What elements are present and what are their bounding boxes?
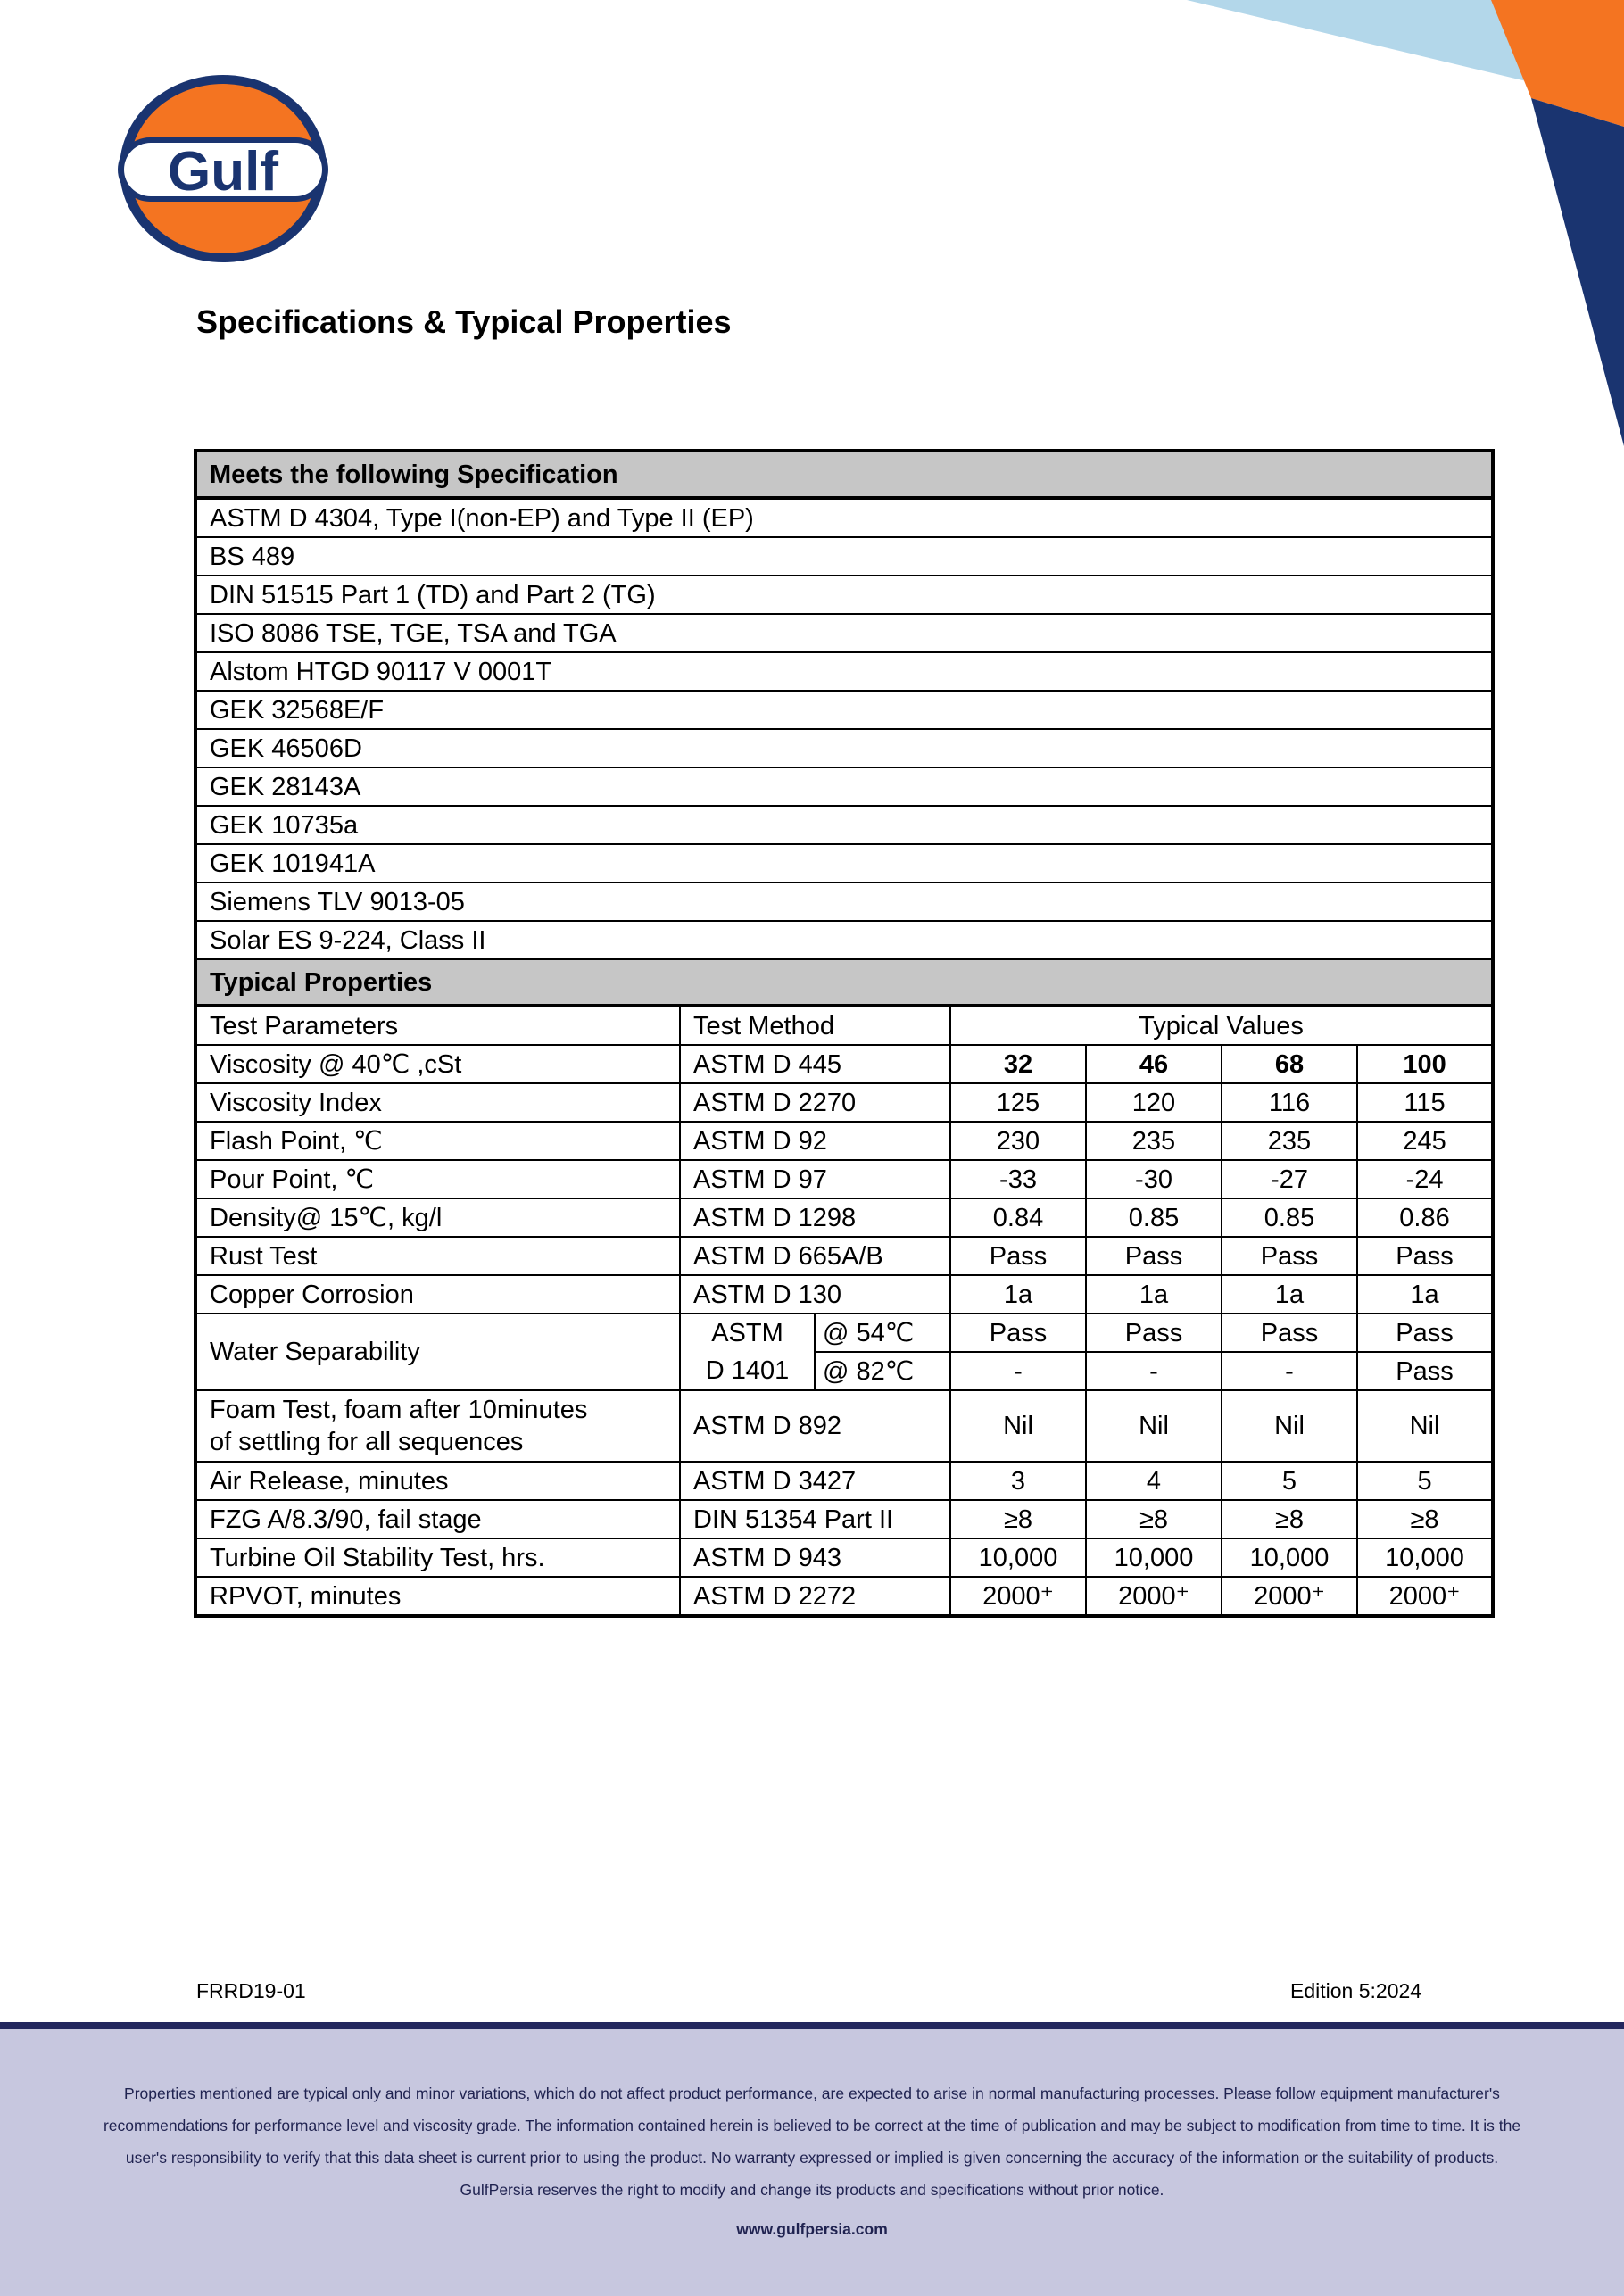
param-cell: Viscosity Index [195,1083,680,1122]
spec-row [195,614,1493,652]
param-cell: Turbine Oil Stability Test, hrs. [195,1538,680,1577]
param-cell: Air Release, minutes [195,1462,680,1500]
corner-decoration [1160,0,1624,464]
value-cell: Nil [1086,1390,1222,1462]
value-cell: - [950,1352,1086,1390]
temperature-cell: @ 54℃ [815,1314,950,1352]
spec-row [195,691,1493,729]
value-cell: 68 [1222,1045,1357,1083]
param-cell: Copper Corrosion [195,1275,680,1314]
value-cell: ≥8 [1222,1500,1357,1538]
table-row [195,1083,1493,1122]
navy-stripe [1531,98,1624,446]
value-cell: Nil [1357,1390,1493,1462]
value-cell: 2000⁺ [1086,1577,1222,1616]
col-header-method: Test Method [680,1006,950,1045]
value-cell: 5 [1357,1462,1493,1500]
logo-text: Gulf [168,141,278,203]
disclaimer-line: GulfPersia reserves the right to modify and change its products and specifications without prior notice. [460,2181,1164,2199]
value-cell: 46 [1086,1045,1222,1083]
table-row [195,1538,1493,1577]
method-cell: ASTM D 1298 [680,1198,950,1237]
value-cell: 116 [1222,1083,1357,1122]
value-cell: 1a [1222,1275,1357,1314]
page-title: Specifications & Typical Properties [196,303,732,340]
method-cell: D 1401 [680,1352,815,1390]
spec-item: ISO 8086 TSE, TGE, TSA and TGA [195,614,1493,652]
spec-row [195,576,1493,614]
table-row [195,1462,1493,1500]
value-cell: 10,000 [1222,1538,1357,1577]
spec-row [195,883,1493,921]
table-row [195,1237,1493,1275]
method-cell: ASTM D 97 [680,1160,950,1198]
value-cell: 2000⁺ [950,1577,1086,1616]
spec-header: Meets the following Specification [195,451,1493,498]
param-cell: RPVOT, minutes [195,1577,680,1616]
value-cell: -30 [1086,1160,1222,1198]
value-cell: 120 [1086,1083,1222,1122]
spec-row [195,652,1493,691]
param-cell: Water Separability [195,1314,680,1390]
value-cell: Pass [1086,1237,1222,1275]
water-separability-row [195,1314,1493,1352]
typical-header-row [195,959,1493,1006]
value-cell: -24 [1357,1160,1493,1198]
value-cell: 10,000 [950,1538,1086,1577]
method-cell: ASTM D 445 [680,1045,950,1083]
method-cell: ASTM D 2270 [680,1083,950,1122]
method-cell: ASTM D 2272 [680,1577,950,1616]
table-row [195,1045,1493,1083]
temperature-cell: @ 82℃ [815,1352,950,1390]
method-cell: ASTM D 92 [680,1122,950,1160]
value-cell: 10,000 [1086,1538,1222,1577]
value-cell: - [1086,1352,1222,1390]
value-cell: 1a [950,1275,1086,1314]
spec-row [195,498,1493,537]
method-cell: ASTM D 943 [680,1538,950,1577]
spec-row [195,729,1493,767]
value-cell: 32 [950,1045,1086,1083]
col-header-values: Typical Values [950,1006,1493,1045]
spec-item: Alstom HTGD 90117 V 0001T [195,652,1493,691]
spec-item: GEK 28143A [195,767,1493,806]
value-cell: 125 [950,1083,1086,1122]
value-cell: Pass [1357,1237,1493,1275]
param-cell: Flash Point, ℃ [195,1122,680,1160]
disclaimer [62,2077,1562,2206]
table-row [195,1275,1493,1314]
value-cell: 235 [1086,1122,1222,1160]
value-cell: 4 [1086,1462,1222,1500]
method-cell: ASTM D 665A/B [680,1237,950,1275]
disclaimer-line: user's responsibility to verify that this data sheet is current prior to using the product. No warranty expressed or implied is given concerning the accuracy of the information or the suitability of products. [125,2149,1499,2167]
value-cell: Pass [1222,1237,1357,1275]
value-cell: 1a [1086,1275,1222,1314]
value-cell: - [1222,1352,1357,1390]
value-cell: 2000⁺ [1222,1577,1357,1616]
disclaimer-line: Properties mentioned are typical only and minor variations, which do not affect product performance, are expected to arise in normal manufacturing processes. Please follow equipment manufacturer's [124,2085,1500,2102]
value-cell: Nil [950,1390,1086,1462]
spec-item: DIN 51515 Part 1 (TD) and Part 2 (TG) [195,576,1493,614]
table-row [195,1577,1493,1616]
spec-item: Solar ES 9-224, Class II [195,921,1493,959]
value-cell: ≥8 [950,1500,1086,1538]
param-cell: Viscosity @ 40℃ ,cSt [195,1045,680,1083]
value-cell: 2000⁺ [1357,1577,1493,1616]
spec-item: GEK 32568E/F [195,691,1493,729]
param-cell: Density@ 15℃, kg/l [195,1198,680,1237]
value-cell: 0.84 [950,1198,1086,1237]
spec-item: GEK 101941A [195,844,1493,883]
disclaimer-line: recommendations for performance level and viscosity grade. The information contained herein is believed to be correct at the time of publication and may be subject to modification from time to time. It is the [103,2117,1521,2134]
table-row [195,1198,1493,1237]
value-cell: Pass [1086,1314,1222,1352]
value-cell: Pass [1357,1314,1493,1352]
spec-row [195,537,1493,576]
value-cell: 115 [1357,1083,1493,1122]
param-cell [195,1390,680,1462]
param-cell: Pour Point, ℃ [195,1160,680,1198]
value-cell: 235 [1222,1122,1357,1160]
value-cell: 5 [1222,1462,1357,1500]
spec-item: Siemens TLV 9013-05 [195,883,1493,921]
spec-table [194,449,1495,1618]
value-cell: ≥8 [1357,1500,1493,1538]
param-line: of settling for all sequences [210,1428,524,1456]
col-header-params: Test Parameters [195,1006,680,1045]
value-cell: -33 [950,1160,1086,1198]
spec-item: GEK 10735a [195,806,1493,844]
spec-header-row [195,451,1493,498]
value-cell: 230 [950,1122,1086,1160]
value-cell: 3 [950,1462,1086,1500]
value-cell: 100 [1357,1045,1493,1083]
method-cell: ASTM [680,1314,815,1352]
website-link[interactable]: www.gulfpersia.com [736,2220,888,2238]
typical-header: Typical Properties [195,959,1493,1006]
value-cell: Pass [950,1237,1086,1275]
spec-row [195,844,1493,883]
gulf-logo [118,73,328,264]
table-row [195,1500,1493,1538]
spec-item: ASTM D 4304, Type I(non-EP) and Type II (EP) [195,498,1493,537]
column-header-row [195,1006,1493,1045]
value-cell: Nil [1222,1390,1357,1462]
value-cell: 0.86 [1357,1198,1493,1237]
param-cell: Rust Test [195,1237,680,1275]
table-row [195,1160,1493,1198]
value-cell: Pass [1222,1314,1357,1352]
value-cell: 0.85 [1086,1198,1222,1237]
method-cell: ASTM D 892 [680,1390,950,1462]
table-row [195,1122,1493,1160]
value-cell: Pass [1357,1352,1493,1390]
method-cell: DIN 51354 Part II [680,1500,950,1538]
spec-item: GEK 46506D [195,729,1493,767]
spec-row [195,806,1493,844]
document-code: FRRD19-01 [196,1979,306,2002]
spec-row [195,921,1493,959]
param-cell: FZG A/8.3/90, fail stage [195,1500,680,1538]
footer-divider [0,2022,1624,2029]
edition-label: Edition 5:2024 [1290,1979,1422,2002]
spec-row [195,767,1493,806]
value-cell: 1a [1357,1275,1493,1314]
method-cell: ASTM D 130 [680,1275,950,1314]
value-cell: 10,000 [1357,1538,1493,1577]
param-line: Foam Test, foam after 10minutes [210,1396,588,1424]
value-cell: -27 [1222,1160,1357,1198]
value-cell: 0.85 [1222,1198,1357,1237]
spec-item: BS 489 [195,537,1493,576]
value-cell: 245 [1357,1122,1493,1160]
foam-test-row [195,1390,1493,1462]
method-cell: ASTM D 3427 [680,1462,950,1500]
value-cell: ≥8 [1086,1500,1222,1538]
value-cell: Pass [950,1314,1086,1352]
